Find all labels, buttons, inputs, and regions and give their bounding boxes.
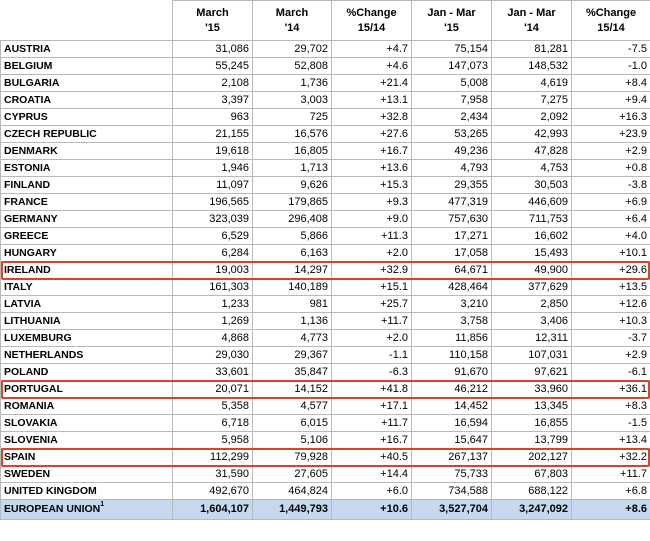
cell-ytd-change: +36.1 (572, 381, 650, 398)
total-jan-mar-14: 3,247,092 (492, 500, 572, 520)
total-row (1, 500, 650, 520)
cell-jan-mar-15: 75,733 (412, 466, 492, 483)
cell-jan-mar-14: 107,031 (492, 347, 572, 364)
cell-march-14: 35,847 (253, 364, 332, 381)
cell-jan-mar-15: 7,958 (412, 92, 492, 109)
header-jan-mar-15: Jan - Mar '15 (412, 1, 492, 41)
table-row (1, 381, 650, 398)
cell-jan-mar-15: 2,434 (412, 109, 492, 126)
cell-country-name: FINLAND (1, 177, 173, 194)
cell-march-14: 16,805 (253, 143, 332, 160)
cell-march-14: 725 (253, 109, 332, 126)
cell-ytd-change: +6.4 (572, 211, 650, 228)
cell-change: +16.7 (332, 432, 412, 449)
table-row (1, 364, 650, 381)
cell-march-14: 5,106 (253, 432, 332, 449)
cell-jan-mar-15: 267,137 (412, 449, 492, 466)
cell-change: +16.7 (332, 143, 412, 160)
cell-jan-mar-14: 202,127 (492, 449, 572, 466)
total-country-name: EUROPEAN UNION$^1$ (1, 500, 173, 520)
cell-march-15: 161,303 (173, 279, 253, 296)
cell-ytd-change: +10.3 (572, 313, 650, 330)
table-row (1, 126, 650, 143)
cell-country-name: ESTONIA (1, 160, 173, 177)
cell-march-14: 9,626 (253, 177, 332, 194)
cell-march-15: 19,003 (173, 262, 253, 279)
cell-jan-mar-14: 377,629 (492, 279, 572, 296)
cell-country-name: DENMARK (1, 143, 173, 160)
cell-change: -6.3 (332, 364, 412, 381)
cell-change: -1.1 (332, 347, 412, 364)
header-change: %Change 15/14 (332, 1, 412, 41)
cell-change: +11.3 (332, 228, 412, 245)
cell-ytd-change: +32.2 (572, 449, 650, 466)
cell-country-name: LATVIA (1, 296, 173, 313)
cell-march-14: 1,713 (253, 160, 332, 177)
cell-ytd-change: +10.1 (572, 245, 650, 262)
cell-march-15: 196,565 (173, 194, 253, 211)
cell-march-14: 16,576 (253, 126, 332, 143)
cell-ytd-change: +13.4 (572, 432, 650, 449)
table-row (1, 143, 650, 160)
cell-march-14: 1,736 (253, 75, 332, 92)
cell-jan-mar-15: 16,594 (412, 415, 492, 432)
cell-march-15: 11,097 (173, 177, 253, 194)
cell-ytd-change: +13.5 (572, 279, 650, 296)
table-body (1, 41, 650, 520)
cell-march-14: 29,367 (253, 347, 332, 364)
cell-jan-mar-15: 757,630 (412, 211, 492, 228)
cell-march-15: 21,155 (173, 126, 253, 143)
cell-march-14: 296,408 (253, 211, 332, 228)
cell-jan-mar-14: 711,753 (492, 211, 572, 228)
cell-march-14: 4,577 (253, 398, 332, 415)
cell-jan-mar-15: 4,793 (412, 160, 492, 177)
cell-jan-mar-14: 7,275 (492, 92, 572, 109)
cell-march-15: 33,601 (173, 364, 253, 381)
cell-change: +41.8 (332, 381, 412, 398)
cell-jan-mar-15: 734,588 (412, 483, 492, 500)
cell-march-15: 112,299 (173, 449, 253, 466)
table-row (1, 398, 650, 415)
cell-jan-mar-15: 3,210 (412, 296, 492, 313)
cell-march-14: 6,163 (253, 245, 332, 262)
cell-jan-mar-14: 148,532 (492, 58, 572, 75)
cell-change: +40.5 (332, 449, 412, 466)
cell-ytd-change: +0.8 (572, 160, 650, 177)
table-row (1, 58, 650, 75)
cell-country-name: BELGIUM (1, 58, 173, 75)
table-row (1, 92, 650, 109)
cell-ytd-change: -6.1 (572, 364, 650, 381)
cell-march-15: 31,590 (173, 466, 253, 483)
cell-country-name: UNITED KINGDOM (1, 483, 173, 500)
cell-jan-mar-14: 13,345 (492, 398, 572, 415)
cell-jan-mar-15: 64,671 (412, 262, 492, 279)
cell-jan-mar-14: 42,993 (492, 126, 572, 143)
table-row (1, 313, 650, 330)
table-header-row (1, 1, 650, 41)
cell-ytd-change: +2.9 (572, 143, 650, 160)
cell-march-15: 55,245 (173, 58, 253, 75)
cell-jan-mar-15: 14,452 (412, 398, 492, 415)
cell-ytd-change: +29.6 (572, 262, 650, 279)
cell-jan-mar-15: 46,212 (412, 381, 492, 398)
total-change: +10.6 (332, 500, 412, 520)
cell-jan-mar-14: 12,311 (492, 330, 572, 347)
table-row (1, 245, 650, 262)
cell-change: +14.4 (332, 466, 412, 483)
cell-ytd-change: -1.5 (572, 415, 650, 432)
cell-country-name: CZECH REPUBLIC (1, 126, 173, 143)
table-row (1, 177, 650, 194)
cell-march-15: 5,358 (173, 398, 253, 415)
cell-ytd-change: +6.9 (572, 194, 650, 211)
table-row (1, 415, 650, 432)
cell-march-14: 3,003 (253, 92, 332, 109)
cell-jan-mar-15: 428,464 (412, 279, 492, 296)
table-row (1, 296, 650, 313)
cell-jan-mar-15: 147,073 (412, 58, 492, 75)
cell-jan-mar-14: 446,609 (492, 194, 572, 211)
cell-march-14: 14,152 (253, 381, 332, 398)
cell-ytd-change: -7.5 (572, 41, 650, 58)
table-row (1, 483, 650, 500)
cell-country-name: SWEDEN (1, 466, 173, 483)
cell-ytd-change: +6.8 (572, 483, 650, 500)
table-row (1, 347, 650, 364)
cell-march-14: 140,189 (253, 279, 332, 296)
cell-country-name: SPAIN (1, 449, 173, 466)
cell-march-14: 4,773 (253, 330, 332, 347)
cell-change: +2.0 (332, 245, 412, 262)
cell-change: +25.7 (332, 296, 412, 313)
cell-jan-mar-14: 81,281 (492, 41, 572, 58)
cell-jan-mar-14: 16,602 (492, 228, 572, 245)
cell-march-14: 179,865 (253, 194, 332, 211)
total-ytd-change: +8.6 (572, 500, 650, 520)
cell-country-name: PORTUGAL (1, 381, 173, 398)
cell-jan-mar-14: 688,122 (492, 483, 572, 500)
cell-march-15: 1,233 (173, 296, 253, 313)
table-row (1, 109, 650, 126)
cell-ytd-change: +2.9 (572, 347, 650, 364)
cell-march-14: 6,015 (253, 415, 332, 432)
cell-jan-mar-15: 75,154 (412, 41, 492, 58)
header-march-15: March '15 (173, 1, 253, 41)
cell-march-15: 5,958 (173, 432, 253, 449)
cell-march-14: 14,297 (253, 262, 332, 279)
header-jan-mar-14: Jan - Mar '14 (492, 1, 572, 41)
cell-jan-mar-15: 29,355 (412, 177, 492, 194)
cell-country-name: GERMANY (1, 211, 173, 228)
cell-change: +32.8 (332, 109, 412, 126)
cell-march-15: 1,946 (173, 160, 253, 177)
total-march-14: 1,449,793 (253, 500, 332, 520)
cell-jan-mar-14: 47,828 (492, 143, 572, 160)
cell-ytd-change: +8.4 (572, 75, 650, 92)
cell-march-15: 29,030 (173, 347, 253, 364)
cell-change: +9.3 (332, 194, 412, 211)
cell-ytd-change: +9.4 (572, 92, 650, 109)
cell-country-name: HUNGARY (1, 245, 173, 262)
cell-jan-mar-14: 4,753 (492, 160, 572, 177)
cell-change: +2.0 (332, 330, 412, 347)
table-row (1, 41, 650, 58)
cell-country-name: FRANCE (1, 194, 173, 211)
header-march-14: March '14 (253, 1, 332, 41)
cell-jan-mar-15: 53,265 (412, 126, 492, 143)
table-row (1, 211, 650, 228)
table-row (1, 75, 650, 92)
table-row (1, 228, 650, 245)
total-march-15: 1,604,107 (173, 500, 253, 520)
cell-change: +11.7 (332, 415, 412, 432)
cell-ytd-change: +4.0 (572, 228, 650, 245)
cell-jan-mar-14: 4,619 (492, 75, 572, 92)
header-country (1, 1, 173, 41)
cell-country-name: CYPRUS (1, 109, 173, 126)
cell-march-14: 464,824 (253, 483, 332, 500)
cell-jan-mar-15: 91,670 (412, 364, 492, 381)
cell-jan-mar-14: 15,493 (492, 245, 572, 262)
cell-march-15: 323,039 (173, 211, 253, 228)
table-row (1, 262, 650, 279)
cell-country-name: ROMANIA (1, 398, 173, 415)
header-ytd-change: %Change 15/14 (572, 1, 650, 41)
cell-march-15: 2,108 (173, 75, 253, 92)
cell-change: +11.7 (332, 313, 412, 330)
cell-march-14: 981 (253, 296, 332, 313)
cell-jan-mar-15: 17,271 (412, 228, 492, 245)
cell-country-name: CROATIA (1, 92, 173, 109)
cell-country-name: AUSTRIA (1, 41, 173, 58)
cell-country-name: LITHUANIA (1, 313, 173, 330)
cell-jan-mar-14: 30,503 (492, 177, 572, 194)
table-row (1, 279, 650, 296)
cell-country-name: ITALY (1, 279, 173, 296)
cell-jan-mar-15: 110,158 (412, 347, 492, 364)
cell-jan-mar-14: 13,799 (492, 432, 572, 449)
cell-march-14: 52,808 (253, 58, 332, 75)
cell-jan-mar-14: 33,960 (492, 381, 572, 398)
cell-march-15: 31,086 (173, 41, 253, 58)
cell-change: +13.6 (332, 160, 412, 177)
cell-jan-mar-14: 2,850 (492, 296, 572, 313)
cell-change: +4.7 (332, 41, 412, 58)
cell-ytd-change: +16.3 (572, 109, 650, 126)
cell-country-name: SLOVAKIA (1, 415, 173, 432)
cell-country-name: LUXEMBURG (1, 330, 173, 347)
cell-change: +13.1 (332, 92, 412, 109)
cell-change: +9.0 (332, 211, 412, 228)
cell-march-14: 1,136 (253, 313, 332, 330)
cell-jan-mar-14: 3,406 (492, 313, 572, 330)
cell-march-15: 1,269 (173, 313, 253, 330)
cell-jan-mar-14: 49,900 (492, 262, 572, 279)
cell-jan-mar-15: 477,319 (412, 194, 492, 211)
cell-change: +15.3 (332, 177, 412, 194)
cell-jan-mar-14: 97,621 (492, 364, 572, 381)
cell-change: +4.6 (332, 58, 412, 75)
cell-change: +6.0 (332, 483, 412, 500)
cell-ytd-change: +23.9 (572, 126, 650, 143)
table-row (1, 466, 650, 483)
cell-country-name: NETHERLANDS (1, 347, 173, 364)
cell-change: +15.1 (332, 279, 412, 296)
cell-march-14: 27,605 (253, 466, 332, 483)
cell-country-name: SLOVENIA (1, 432, 173, 449)
cell-march-15: 6,718 (173, 415, 253, 432)
cell-change: +32.9 (332, 262, 412, 279)
cell-country-name: GREECE (1, 228, 173, 245)
table-row (1, 449, 650, 466)
cell-jan-mar-15: 11,856 (412, 330, 492, 347)
total-jan-mar-15: 3,527,704 (412, 500, 492, 520)
cell-march-14: 5,866 (253, 228, 332, 245)
cell-march-15: 492,670 (173, 483, 253, 500)
cell-country-name: POLAND (1, 364, 173, 381)
cell-jan-mar-15: 49,236 (412, 143, 492, 160)
cell-march-15: 4,868 (173, 330, 253, 347)
cell-march-14: 29,702 (253, 41, 332, 58)
cell-jan-mar-14: 67,803 (492, 466, 572, 483)
table-row (1, 194, 650, 211)
cell-jan-mar-15: 15,647 (412, 432, 492, 449)
cell-march-15: 19,618 (173, 143, 253, 160)
cell-jan-mar-14: 16,855 (492, 415, 572, 432)
cell-ytd-change: -1.0 (572, 58, 650, 75)
cell-change: +21.4 (332, 75, 412, 92)
cell-change: +27.6 (332, 126, 412, 143)
cell-jan-mar-14: 2,092 (492, 109, 572, 126)
cell-march-15: 3,397 (173, 92, 253, 109)
table-row (1, 432, 650, 449)
table-row (1, 330, 650, 347)
cell-jan-mar-15: 17,058 (412, 245, 492, 262)
cell-march-15: 963 (173, 109, 253, 126)
cell-march-15: 6,529 (173, 228, 253, 245)
cell-jan-mar-15: 5,008 (412, 75, 492, 92)
cell-jan-mar-15: 3,758 (412, 313, 492, 330)
cell-country-name: BULGARIA (1, 75, 173, 92)
cell-country-name: IRELAND (1, 262, 173, 279)
cell-march-15: 6,284 (173, 245, 253, 262)
cell-ytd-change: +12.6 (572, 296, 650, 313)
cell-ytd-change: -3.7 (572, 330, 650, 347)
cell-ytd-change: +11.7 (572, 466, 650, 483)
cell-change: +17.1 (332, 398, 412, 415)
cell-ytd-change: +8.3 (572, 398, 650, 415)
cell-march-14: 79,928 (253, 449, 332, 466)
cell-ytd-change: -3.8 (572, 177, 650, 194)
cell-march-15: 20,071 (173, 381, 253, 398)
table-row (1, 160, 650, 177)
